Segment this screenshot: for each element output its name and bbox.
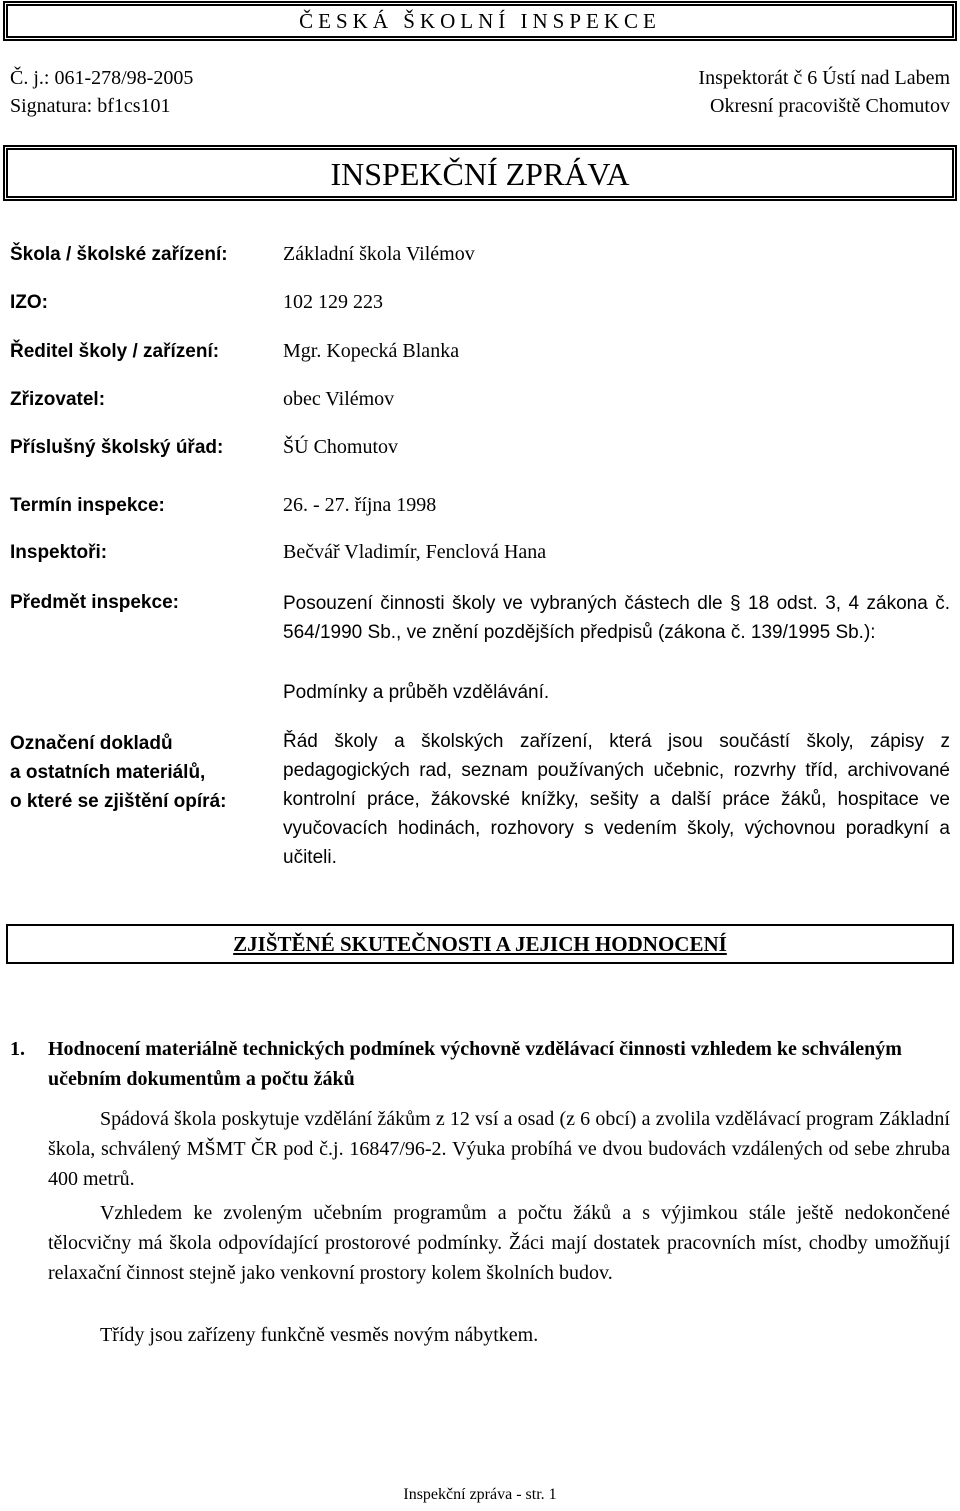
subject-label: Předmět inspekce: xyxy=(10,592,179,613)
subject-text-2: Podmínky a průběh vzdělávání. xyxy=(283,682,550,703)
field-value-school: Základní škola Vilémov xyxy=(283,243,475,265)
field-label-director: Ředitel školy / zařízení: xyxy=(10,341,220,362)
field-label-office: Příslušný školský úřad: xyxy=(10,437,224,458)
documents-label-line-2: a ostatních materiálů, xyxy=(10,762,206,783)
paragraph-1: Spádová škola poskytuje vzdělání žákům z 12 vsí a osad (z 6 obcí) a zvolila vzdělávací program Základní škola, schválený MŠMT ČR pod č.j. 16847/96-2. Výuka probíhá ve dvou budovách vzdálených od sebe zhruba 400 metrů. xyxy=(48,1108,950,1190)
chapter-heading: Hodnocení materiálně technických podmínek výchovně vzdělávací činnosti vzhledem ke schváleným učebním dokumentům a počtu žáků xyxy=(48,1038,902,1090)
documents-label-line-1: Označení dokladů xyxy=(10,733,173,754)
office: Okresní pracoviště Chomutov xyxy=(710,95,950,117)
field-label-school: Škola / školské zařízení: xyxy=(10,244,228,265)
section-title: ZJIŠTĚNÉ SKUTEČNOSTI A JEJICH HODNOCENÍ xyxy=(233,932,727,956)
section-title-box xyxy=(6,924,954,964)
field-label-izo: IZO: xyxy=(10,292,48,313)
signature: Signatura: bf1cs101 xyxy=(10,95,171,117)
field-value-director: Mgr. Kopecká Blanka xyxy=(283,340,460,362)
report-title: INSPEKČNÍ ZPRÁVA xyxy=(330,156,630,192)
paragraph-2: Vzhledem ke zvoleným učebním programům a počtu žáků a s výjimkou stále ještě nedokončené tělocvičny má škola odpovídající prostorové podmínky. Žáci mají dostatek pracovních míst, chodby umožňují relaxační činnost stejně jako venkovní prostory kolem školních budov. xyxy=(48,1202,950,1284)
field-value-inspectors: Bečvář Vladimír, Fenclová Hana xyxy=(283,541,547,563)
field-value-date: 26. - 27. října 1998 xyxy=(283,494,437,516)
documents-text: Řád školy a školských zařízení, která jsou součástí školy, zápisy z pedagogických rad, seznam používaných učebnic, rozvrhy tříd, archivované kontrolní práce, žákovské knížky, sešity a další práce žáků, hospitace ve vyučovacích hodinách, rozhovory s vedením školy, výchovnou poradkyní a učiteli. xyxy=(283,731,950,868)
report-title-box xyxy=(6,148,954,198)
reference-number: Č. j.: 061-278/98-2005 xyxy=(10,67,194,89)
paragraph-3: Třídy jsou zařízeny funkčně vesměs novým nábytkem. xyxy=(100,1324,539,1346)
documents-label xyxy=(10,729,226,816)
page-footer: Inspekční zpráva - str. 1 xyxy=(403,1486,557,1503)
field-label-founder: Zřizovatel: xyxy=(10,389,106,410)
field-value-office: ŠÚ Chomutov xyxy=(283,436,399,458)
banner-text: ČESKÁ ŠKOLNÍ INSPEKCE xyxy=(299,9,661,33)
header-banner xyxy=(6,4,954,38)
subject-text: Posouzení činnosti školy ve vybraných částech dle § 18 odst. 3, 4 zákona č. 564/1990 Sb., ve znění pozdějších předpisů (zákona č. 139/1995 Sb.): xyxy=(283,593,950,643)
field-label-inspectors: Inspektoři: xyxy=(10,542,108,563)
documents-label-line-3: o které se zjištění opírá: xyxy=(10,791,227,812)
field-value-founder: obec Vilémov xyxy=(283,388,395,410)
field-label-date: Termín inspekce: xyxy=(10,495,165,516)
field-value-izo: 102 129 223 xyxy=(283,291,383,313)
chapter-number: 1. xyxy=(10,1038,25,1060)
inspectorate: Inspektorát č 6 Ústí nad Labem xyxy=(698,67,950,89)
